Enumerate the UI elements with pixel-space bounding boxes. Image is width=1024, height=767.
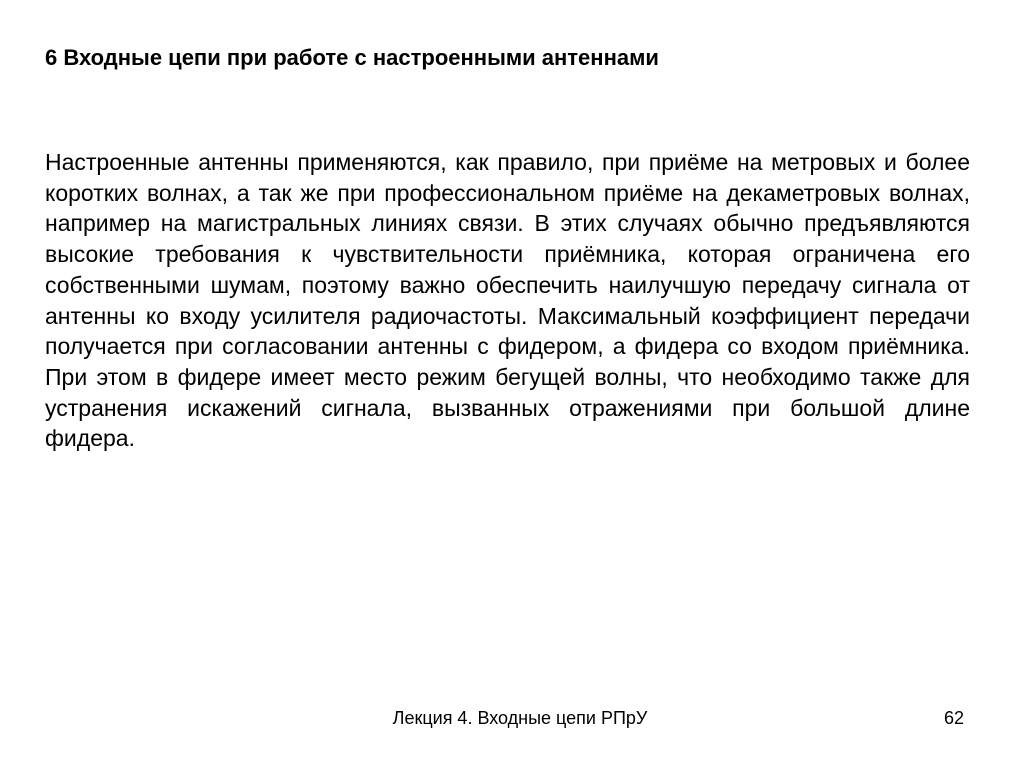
slide-body-paragraph: Настроенные антенны применяются, как правило, при приёме на метровых и более коротких волнах, а так же при профессиональном приёме на декаметровых волнах, например на магистральных линиях связи. В этих случаях обычно предъявляются высокие требования к чувствительности приёмника, которая ограничена его собственными шумам, поэтому важно обеспечить наилучшую передачу сигнала от антенны ко входу усилителя радиочастоты. Максимальный коэффициент передачи получается при согласовании антенны с фидером, а фидера со входом приёмника. При этом в фидере имеет место режим бегущей волны, что необходимо также для устранения искажений сигнала, вызванных отражениями при большой длине фидера. (45, 149, 970, 452)
slide-title: 6 Входные цепи при работе с настроенными антеннами (45, 45, 659, 70)
footer-lecture-title: Лекция 4. Входные цепи РПрУ (392, 708, 648, 728)
footer-page-number: 62 (943, 708, 964, 728)
